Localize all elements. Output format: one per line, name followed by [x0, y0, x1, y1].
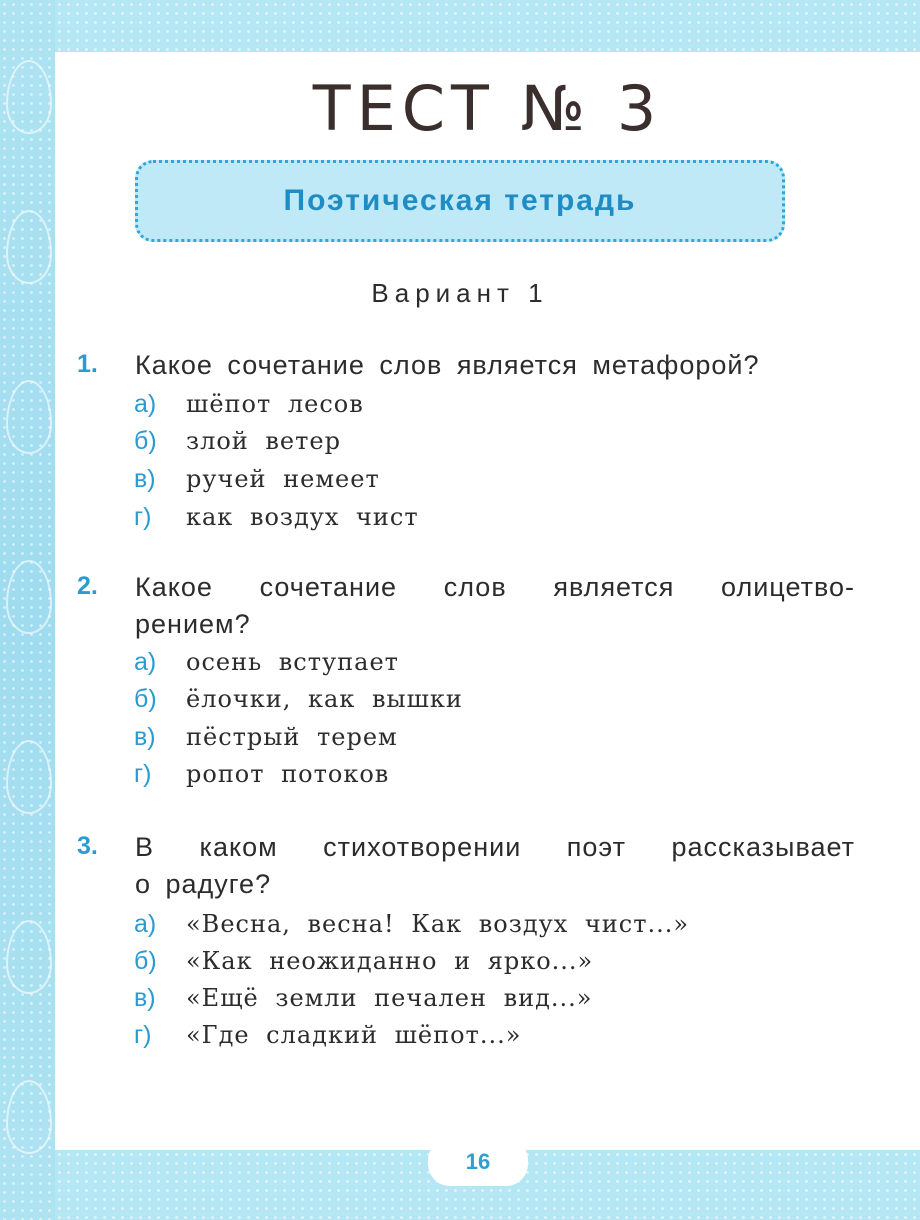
option-letter: а): [134, 910, 157, 938]
top-decorative-border: [55, 0, 920, 52]
leaf-ornament-icon: [6, 210, 52, 284]
option-letter: б): [134, 947, 157, 975]
option-letter: в): [134, 723, 156, 751]
answer-option-g[interactable]: [134, 1021, 521, 1050]
option-text: «Как неожиданно и ярко...»: [186, 947, 594, 975]
answer-option-v[interactable]: [134, 723, 398, 752]
leaf-ornament-icon: [6, 920, 52, 994]
option-letter: в): [134, 465, 156, 493]
option-letter: а): [134, 648, 157, 676]
topic-title: Поэтическая тетрадь: [283, 184, 637, 217]
page-content: [55, 52, 920, 1150]
left-decorative-border: [0, 0, 55, 1220]
answer-option-b[interactable]: [134, 947, 593, 976]
question-text-line-1: Какое сочетание слов является олицетво-: [135, 572, 855, 602]
option-letter: б): [134, 427, 157, 455]
option-text: ручей немеет: [186, 465, 380, 493]
answer-option-b[interactable]: [134, 427, 341, 456]
leaf-ornament-icon: [6, 560, 52, 634]
question-text-line-1: В каком стихотворении поэт рассказывает: [135, 832, 855, 862]
option-letter: б): [134, 685, 157, 713]
option-text: осень вступает: [186, 648, 399, 676]
question-text-line-2: о радуге?: [135, 869, 272, 899]
question-number: 2.: [77, 572, 98, 600]
variant-label: Вариант 1: [371, 278, 549, 308]
question-text-line-2: рением?: [135, 609, 251, 639]
option-text: злой ветер: [186, 427, 341, 455]
question-text: Какое сочетание слов является метафорой?: [135, 350, 760, 380]
option-text: как воздух чист: [186, 503, 419, 531]
question-number: 1.: [77, 350, 98, 378]
option-letter: г): [134, 503, 152, 531]
option-text: «Весна, весна! Как воздух чист...»: [186, 910, 690, 938]
answer-option-v[interactable]: [134, 984, 592, 1013]
page-number: 16: [428, 1138, 528, 1186]
option-text: ёлочки, как вышки: [186, 685, 463, 713]
leaf-ornament-icon: [6, 1080, 52, 1154]
answer-option-a[interactable]: [134, 648, 399, 677]
answer-option-b[interactable]: [134, 685, 463, 714]
option-letter: в): [134, 984, 156, 1012]
option-letter: а): [134, 390, 157, 418]
option-letter: г): [134, 1021, 152, 1049]
test-title: ТЕСТ № 3: [312, 72, 663, 145]
option-letter: г): [134, 760, 152, 788]
option-text: пёстрый терем: [186, 723, 398, 751]
leaf-ornament-icon: [6, 60, 52, 134]
answer-option-a[interactable]: [134, 390, 364, 419]
topic-banner: [135, 160, 785, 242]
leaf-ornament-icon: [6, 380, 52, 454]
answer-option-v[interactable]: [134, 465, 380, 494]
answer-option-g[interactable]: [134, 503, 419, 532]
leaf-ornament-icon: [6, 740, 52, 814]
option-text: «Ещё земли печален вид...»: [186, 984, 593, 1012]
option-text: ропот потоков: [186, 760, 390, 788]
question-number: 3.: [77, 832, 98, 860]
option-text: «Где сладкий шёпот...»: [186, 1021, 522, 1049]
answer-option-a[interactable]: [134, 910, 689, 939]
answer-option-g[interactable]: [134, 760, 389, 789]
option-text: шёпот лесов: [186, 390, 364, 418]
